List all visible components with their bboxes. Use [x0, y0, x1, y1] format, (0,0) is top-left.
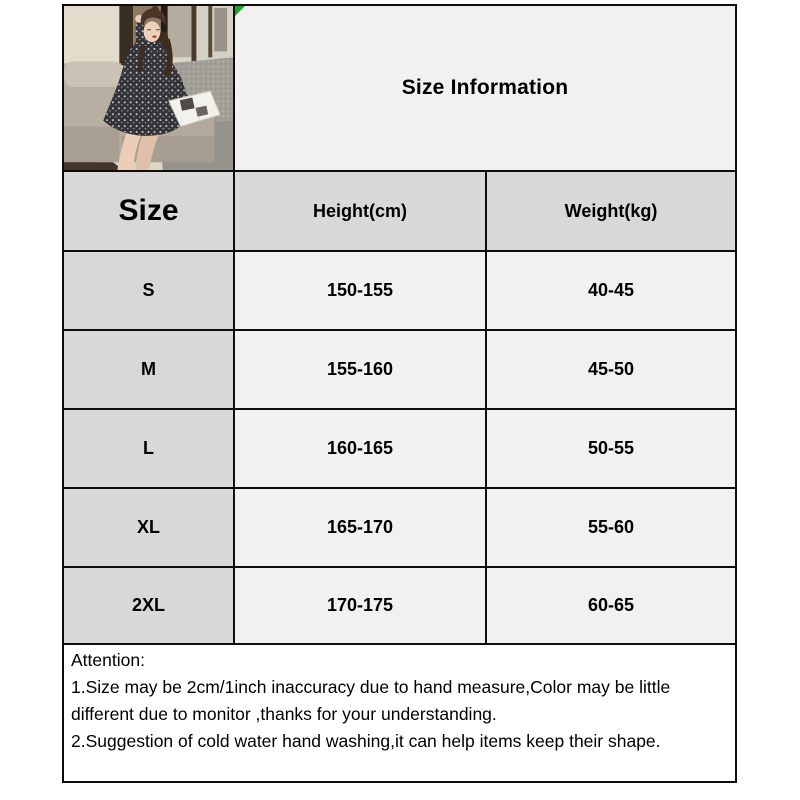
top-row [64, 6, 735, 172]
attention-title: Attention: [71, 650, 145, 670]
size-cell: S [64, 252, 235, 329]
column-header-size: Size [64, 172, 235, 250]
weight-cell: 55-60 [487, 489, 735, 566]
table-row [64, 410, 735, 489]
weight-cell: 50-55 [487, 410, 735, 487]
size-cell: M [64, 331, 235, 408]
product-photo [64, 6, 235, 170]
height-cell: 165-170 [235, 489, 487, 566]
table-row [64, 568, 735, 643]
size-cell: L [64, 410, 235, 487]
size-chart-sheet [62, 4, 737, 783]
height-cell: 150-155 [235, 252, 487, 329]
title-cell [235, 6, 735, 170]
height-cell: 155-160 [235, 331, 487, 408]
size-cell: 2XL [64, 568, 235, 643]
table-row [64, 331, 735, 410]
height-cell: 170-175 [235, 568, 487, 643]
attention-note-box [62, 645, 737, 783]
attention-note-1: 1.Size may be 2cm/1inch inaccuracy due to hand measure,Color may be little different due to monitor ,thanks for your understanding. [71, 677, 671, 724]
page-title: Size Information [401, 76, 569, 99]
column-header-weight: Weight(kg) [487, 172, 735, 250]
size-table [62, 4, 737, 645]
weight-cell: 60-65 [487, 568, 735, 643]
table-header-row [64, 172, 735, 252]
size-cell: XL [64, 489, 235, 566]
height-cell: 160-165 [235, 410, 487, 487]
table-row [64, 252, 735, 331]
weight-cell: 45-50 [487, 331, 735, 408]
product-photo-illustration [64, 6, 233, 170]
table-row [64, 489, 735, 568]
attention-note-2: 2.Suggestion of cold water hand washing,it can help items keep their shape. [71, 731, 661, 751]
weight-cell: 40-45 [487, 252, 735, 329]
column-header-height: Height(cm) [235, 172, 487, 250]
cell-comment-triangle-icon [235, 6, 245, 16]
